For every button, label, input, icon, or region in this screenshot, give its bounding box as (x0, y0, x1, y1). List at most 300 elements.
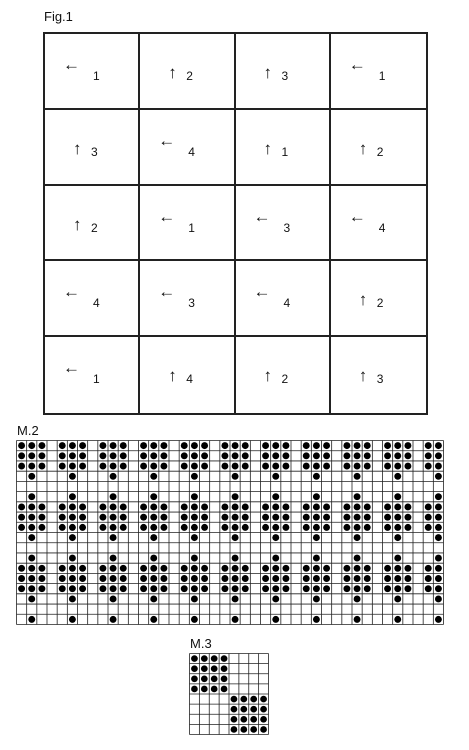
fig1-cell-number: 4 (93, 296, 100, 311)
m2-stitch-dot (272, 595, 279, 602)
m3-stitch-dot (240, 696, 247, 703)
m2-stitch-dot (181, 442, 188, 449)
m2-stitch-dot (110, 473, 117, 480)
m2-stitch-dot (150, 575, 157, 582)
m2-stitch-dot (313, 514, 320, 521)
m2-stitch-dot (18, 514, 25, 521)
m2-stitch-dot (150, 585, 157, 592)
m2-stitch-dot (364, 503, 371, 510)
m2-stitch-dot (181, 503, 188, 510)
m2-stitch-dot (28, 585, 35, 592)
m2-stitch-dot (364, 463, 371, 470)
m2-stitch-dot (435, 514, 442, 521)
m2-stitch-dot (110, 595, 117, 602)
fig1-cell-number: 1 (281, 144, 289, 159)
m2-stitch-dot (181, 585, 188, 592)
m2-stitch-dot (313, 452, 320, 459)
m2-stitch-dot (394, 616, 401, 623)
m2-stitch-dot (354, 585, 361, 592)
m2-stitch-dot (18, 463, 25, 470)
m3-stitch-dot (250, 726, 257, 733)
arrow-up-icon: ↑ (168, 63, 177, 82)
m2-stitch-dot (323, 565, 330, 572)
m2-stitch-dot (160, 503, 167, 510)
m2-stitch-dot (394, 452, 401, 459)
m2-stitch-dot (384, 514, 391, 521)
m2-stitch-dot (28, 616, 35, 623)
fig1-cell-number: 3 (376, 372, 384, 387)
m3-stitch-dot (201, 655, 208, 662)
fig1-cell (236, 337, 331, 413)
m3-stitch-dot (201, 675, 208, 682)
arrow-left-icon: ← (158, 130, 176, 150)
m2-stitch-dot (191, 514, 198, 521)
m2-stitch-dot (38, 575, 45, 582)
m2-stitch-dot (232, 473, 239, 480)
m2-stitch-dot (404, 503, 411, 510)
m2-stitch-dot (394, 524, 401, 531)
m2-stitch-dot (404, 442, 411, 449)
m2-stitch-dot (242, 442, 249, 449)
m2-stitch-dot (221, 585, 228, 592)
m2-stitch-dot (435, 534, 442, 541)
m2-stitch-dot (313, 493, 320, 500)
m2-stitch-dot (221, 463, 228, 470)
fig1-cell (45, 186, 140, 262)
m2-stitch-dot (313, 503, 320, 510)
m2-stitch-dot (282, 514, 289, 521)
m2-stitch-dot (191, 503, 198, 510)
m2-stitch-dot (242, 585, 249, 592)
fig1-cell-number: 1 (93, 69, 100, 83)
m2-stitch-dot (69, 514, 76, 521)
m2-stitch-dot (18, 565, 25, 572)
m2-stitch-dot (232, 503, 239, 510)
m2-stitch-dot (191, 595, 198, 602)
m2-stitch-dot (191, 442, 198, 449)
m2-stitch-dot (18, 524, 25, 531)
m2-stitch-dot (150, 442, 157, 449)
m2-stitch-dot (160, 565, 167, 572)
m2-stitch-dot (99, 452, 106, 459)
arrow-left-icon: ← (348, 206, 366, 226)
fig1-cell-number: 2 (376, 144, 384, 159)
m2-stitch-dot (99, 585, 106, 592)
fig1-cell-number: 3 (283, 220, 291, 235)
m2-stitch-dot (181, 524, 188, 531)
arrow-up-icon: ↑ (263, 138, 272, 158)
m2-stitch-dot (201, 565, 208, 572)
arrow-left-icon: ← (63, 358, 80, 378)
m2-stitch-dot (435, 463, 442, 470)
arrow-up-icon: ↑ (358, 138, 368, 158)
m2-stitch-dot (150, 595, 157, 602)
m2-stitch-dot (110, 555, 117, 562)
m2-stitch-dot (343, 463, 350, 470)
m2-stitch-dot (313, 565, 320, 572)
m2-stitch-dot (160, 524, 167, 531)
m2-stitch-dot (272, 514, 279, 521)
m2-stitch-dot (201, 524, 208, 531)
m2-stitch-dot (354, 503, 361, 510)
m2-stitch-dot (394, 503, 401, 510)
m2-stitch-dot (201, 442, 208, 449)
m2-stitch-dot (272, 463, 279, 470)
m2-stitch-dot (110, 585, 117, 592)
m2-stitch-dot (262, 585, 269, 592)
m2-stitch-dot (28, 452, 35, 459)
m2-stitch-dot (120, 524, 127, 531)
m2-stitch-dot (191, 473, 198, 480)
m2-stitch-dot (120, 575, 127, 582)
fig1-cell (140, 337, 235, 413)
m3-stitch-dot (221, 686, 228, 693)
m2-stitch-dot (242, 514, 249, 521)
fig1-cell (236, 186, 331, 262)
m2-stitch-dot (343, 585, 350, 592)
m3-stitch-dot (260, 726, 267, 733)
m2-stitch-dot (120, 565, 127, 572)
m2-stitch-dot (435, 503, 442, 510)
arrow-up-icon: ↑ (263, 366, 272, 386)
m2-stitch-dot (425, 524, 432, 531)
m2-stitch-dot (394, 585, 401, 592)
m2-stitch-dot (69, 503, 76, 510)
m2-stitch-dot (282, 575, 289, 582)
m2-stitch-dot (394, 473, 401, 480)
m2-stitch-dot (364, 585, 371, 592)
m2-stitch-dot (110, 565, 117, 572)
m2-stitch-dot (28, 534, 35, 541)
m2-stitch-dot (110, 503, 117, 510)
fig1-direction-grid (43, 32, 428, 415)
m2-stitch-dot (262, 503, 269, 510)
m2-stitch-dot (435, 616, 442, 623)
m2-stitch-dot (272, 616, 279, 623)
m2-stitch-dot (313, 524, 320, 531)
m2-stitch-dot (272, 585, 279, 592)
m2-stitch-dot (69, 493, 76, 500)
m2-stitch-dot (364, 442, 371, 449)
m2-stitch-dot (435, 473, 442, 480)
m2-stitch-dot (38, 585, 45, 592)
m2-stitch-dot (354, 514, 361, 521)
m2-stitch-dot (59, 514, 66, 521)
m2-stitch-dot (28, 493, 35, 500)
fig1-cell (236, 110, 331, 186)
m2-stitch-dot (150, 503, 157, 510)
m2-stitch-dot (79, 575, 86, 582)
m2-stitch-dot (404, 452, 411, 459)
m2-stitch-dot (404, 514, 411, 521)
m2-stitch-dot (69, 616, 76, 623)
m2-stitch-dot (201, 575, 208, 582)
arrow-up-icon: ↑ (73, 138, 82, 158)
m2-stitch-dot (404, 524, 411, 531)
m2-stitch-dot (69, 595, 76, 602)
m2-stitch-dot (181, 565, 188, 572)
m3-title: M.3 (190, 636, 212, 651)
m2-stitch-dot (110, 493, 117, 500)
m2-stitch-dot (38, 514, 45, 521)
m2-stitch-dot (242, 452, 249, 459)
m2-stitch-dot (232, 524, 239, 531)
m2-stitch-dot (191, 493, 198, 500)
m2-stitch-dot (303, 585, 310, 592)
fig1-cell (236, 261, 331, 337)
m2-stitch-dot (69, 473, 76, 480)
m2-stitch-dot (221, 503, 228, 510)
fig1-title: Fig.1 (44, 9, 73, 24)
m2-stitch-dot (394, 493, 401, 500)
m2-stitch-dot (18, 503, 25, 510)
m2-title: M.2 (17, 423, 39, 438)
m3-stitch-dot (201, 686, 208, 693)
m2-stitch-dot (28, 503, 35, 510)
m2-stitch-dot (150, 493, 157, 500)
m2-stitch-dot (28, 524, 35, 531)
m2-stitch-dot (384, 442, 391, 449)
m2-stitch-dot (343, 575, 350, 582)
m2-stitch-dot (232, 452, 239, 459)
m2-stitch-dot (201, 585, 208, 592)
m2-stitch-dot (28, 463, 35, 470)
m2-stitch-dot (160, 514, 167, 521)
m2-stitch-dot (435, 565, 442, 572)
m2-stitch-dot (150, 514, 157, 521)
m2-stitch-dot (69, 565, 76, 572)
m2-stitch-dot (364, 575, 371, 582)
m2-stitch-dot (59, 585, 66, 592)
m2-stitch-dot (354, 452, 361, 459)
m2-stitch-dot (262, 442, 269, 449)
m2-stitch-dot (110, 616, 117, 623)
m2-stitch-dot (303, 565, 310, 572)
m2-stitch-dot (354, 524, 361, 531)
m2-stitch-dot (364, 565, 371, 572)
m2-stitch-dot (140, 585, 147, 592)
m2-stitch-dot (38, 442, 45, 449)
m2-stitch-dot (282, 452, 289, 459)
m2-stitch-dot (99, 575, 106, 582)
m2-stitch-dot (354, 595, 361, 602)
m2-stitch-dot (191, 565, 198, 572)
m2-stitch-dot (28, 595, 35, 602)
m2-stitch-dot (343, 524, 350, 531)
m2-stitch-dot (404, 575, 411, 582)
m2-stitch-dot (232, 534, 239, 541)
m2-stitch-dot (282, 503, 289, 510)
m2-stitch-dot (232, 595, 239, 602)
m2-stitch-dot (59, 503, 66, 510)
m2-stitch-dot (99, 524, 106, 531)
m2-stitch-dot (313, 575, 320, 582)
m2-stitch-dot (282, 565, 289, 572)
m3-stitch-dot (250, 696, 257, 703)
m2-stitch-dot (404, 565, 411, 572)
m2-stitch-dot (150, 534, 157, 541)
arrow-left-icon: ← (253, 282, 271, 302)
m2-stitch-dot (232, 463, 239, 470)
m2-stitch-dot (69, 585, 76, 592)
m2-stitch-dot (242, 575, 249, 582)
fig1-cell (140, 34, 235, 110)
m2-stitch-dot (354, 575, 361, 582)
m2-stitch-dot (242, 463, 249, 470)
m2-stitch-dot (110, 514, 117, 521)
m2-stitch-dot (59, 565, 66, 572)
m2-stitch-dot (303, 524, 310, 531)
m2-stitch-dot (18, 585, 25, 592)
m2-stitch-dot (150, 463, 157, 470)
m2-stitch-dot (18, 452, 25, 459)
m2-stitch-dot (191, 524, 198, 531)
m2-stitch-dot (394, 442, 401, 449)
m3-stitch-dot (260, 706, 267, 713)
m2-stitch-dot (110, 463, 117, 470)
m2-stitch-dot (28, 514, 35, 521)
m2-stitch-dot (232, 616, 239, 623)
m2-stitch-dot (201, 452, 208, 459)
m2-stitch-dot (191, 555, 198, 562)
m2-stitch-dot (272, 442, 279, 449)
m3-stitch-dot (221, 675, 228, 682)
m3-stitch-dot (221, 655, 228, 662)
m2-stitch-dot (272, 493, 279, 500)
m2-stitch-dot (313, 555, 320, 562)
m2-stitch-dot (232, 514, 239, 521)
m2-stitch-dot (160, 463, 167, 470)
m2-stitch-dot (18, 442, 25, 449)
m3-stitch-dot (231, 716, 238, 723)
fig1-cell-number: 4 (378, 220, 386, 235)
m2-stitch-dot (282, 442, 289, 449)
m2-stitch-dot (79, 585, 86, 592)
m2-stitch-dot (404, 585, 411, 592)
m2-stitch-dot (69, 524, 76, 531)
m2-stitch-dot (262, 452, 269, 459)
m2-stitch-dot (323, 585, 330, 592)
m2-stitch-dot (201, 514, 208, 521)
m2-stitch-dot (120, 452, 127, 459)
m2-stitch-dot (38, 452, 45, 459)
m2-stitch-dot (364, 452, 371, 459)
m2-stitch-dot (150, 524, 157, 531)
m2-stitch-dot (282, 463, 289, 470)
fig1-cell-number: 3 (91, 144, 98, 159)
m2-stitch-dot (140, 503, 147, 510)
m2-stitch-dot (69, 452, 76, 459)
m2-stitch-dot (303, 514, 310, 521)
m3-stitch-dot (211, 655, 218, 662)
m2-stitch-dot (354, 463, 361, 470)
m2-stitch-dot (191, 616, 198, 623)
m2-stitch-dot (313, 616, 320, 623)
m2-stitch-dot (262, 575, 269, 582)
m2-stitch-dot (38, 565, 45, 572)
m2-stitch-dot (364, 514, 371, 521)
m2-stitch-dot (150, 473, 157, 480)
m2-stitch-dot (120, 514, 127, 521)
m2-stitch-dot (79, 565, 86, 572)
m3-stitch-dot (221, 665, 228, 672)
m2-stitch-dot (435, 575, 442, 582)
m2-stitch-dot (384, 524, 391, 531)
m2-stitch-dot (160, 575, 167, 582)
m2-stitch-dot (232, 575, 239, 582)
fig1-cell (140, 110, 235, 186)
m2-stitch-dot (394, 534, 401, 541)
m2-stitch-dot (191, 575, 198, 582)
m2-stitch-dot (150, 555, 157, 562)
m2-stitch-dot (191, 452, 198, 459)
m2-stitch-dot (313, 595, 320, 602)
m2-stitch-dot (272, 565, 279, 572)
m2-stitch-dot (272, 473, 279, 480)
m2-stitch-dot (343, 514, 350, 521)
arrow-up-icon: ↑ (73, 214, 82, 234)
fig1-cell (331, 261, 426, 337)
m2-stitch-dot (221, 452, 228, 459)
m3-stitch-dot (260, 696, 267, 703)
m3-stitch-dot (201, 665, 208, 672)
m3-stitch-dot (191, 675, 198, 682)
m2-stitch-dot (242, 524, 249, 531)
m2-stitch-dot (242, 565, 249, 572)
m2-stitch-dot (323, 442, 330, 449)
arrow-up-icon: ↑ (263, 63, 272, 82)
m2-stitch-dot (435, 524, 442, 531)
m2-stitch-dot (181, 514, 188, 521)
m2-stitch-dot (181, 463, 188, 470)
m2-stitch-dot (150, 565, 157, 572)
m2-stitch-dot (221, 524, 228, 531)
m2-stitch-dot (221, 575, 228, 582)
m2-stitch-dot (69, 534, 76, 541)
m2-stitch-dot (343, 503, 350, 510)
m2-stitch-dot (150, 452, 157, 459)
m2-stitch-dot (272, 524, 279, 531)
m3-stitch-dot (211, 665, 218, 672)
m2-stitch-dot (272, 452, 279, 459)
arrow-left-icon: ← (63, 55, 80, 74)
m3-stitch-chart (189, 653, 269, 735)
m2-stitch-dot (242, 503, 249, 510)
m2-stitch-dot (150, 616, 157, 623)
fig1-cell (45, 110, 140, 186)
m2-stitch-dot (354, 534, 361, 541)
m2-stitch-dot (191, 585, 198, 592)
m2-stitch-dot (354, 616, 361, 623)
m2-stitch-dot (140, 514, 147, 521)
m2-stitch-dot (232, 442, 239, 449)
m2-stitch-dot (323, 452, 330, 459)
m3-stitch-dot (240, 706, 247, 713)
fig1-cell (45, 34, 140, 110)
m2-stitch-dot (69, 463, 76, 470)
m2-stitch-dot (110, 524, 117, 531)
m2-stitch-dot (384, 503, 391, 510)
m3-stitch-dot (211, 675, 218, 682)
fig1-cell-number: 2 (281, 372, 289, 387)
m2-stitch-dot (425, 514, 432, 521)
arrow-left-icon: ← (63, 282, 80, 302)
m2-stitch-dot (303, 463, 310, 470)
m2-stitch-dot (384, 463, 391, 470)
m2-stitch-dot (425, 463, 432, 470)
m2-stitch-dot (425, 452, 432, 459)
m2-stitch-dot (313, 585, 320, 592)
